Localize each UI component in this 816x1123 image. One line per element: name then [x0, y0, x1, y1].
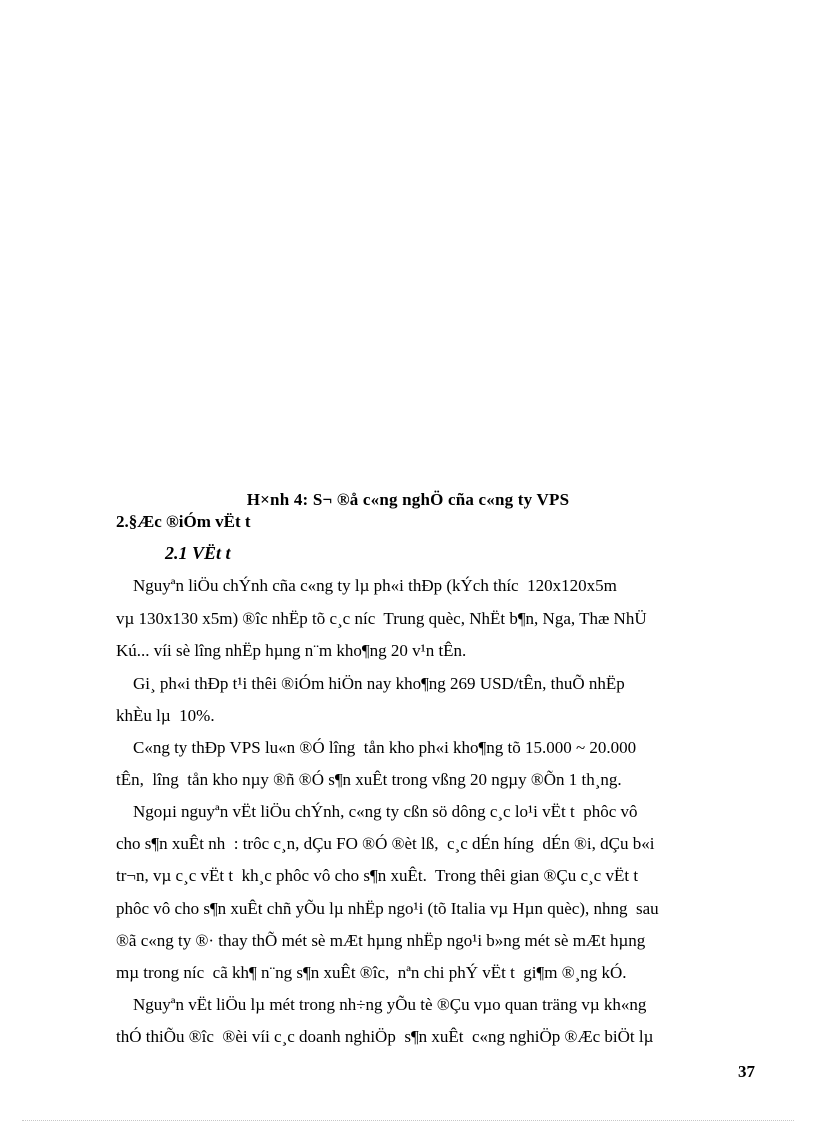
body-line-5: khÈu lµ 10%.: [116, 706, 215, 725]
body-line-7: tÊn, lîng tån kho nµy ®ñ ®Ó s¶n xuÊt trong vßng 20 ngµy ®Õn 1 th¸ng.: [116, 770, 622, 789]
body-line-15: thÓ thiÕu ®îc ®èi víi c¸c doanh nghiÖp s¶n xuÊt c«ng nghiÖp ®Æc biÖt lµ: [116, 1027, 654, 1046]
section-heading: 2.§Æc ®iÓm vËt t: [116, 512, 251, 531]
page-bottom-divider: [22, 1120, 794, 1121]
body-line-14: Nguyªn vËt liÖu lµ mét trong nh÷ng yÕu tè ®Çu vµo quan träng vµ kh«ng: [116, 995, 647, 1014]
figure-caption: H×nh 4: S¬ ®å c«ng nghÖ cña c«ng ty VPS: [246, 490, 570, 509]
body-line-11: phôc vô cho s¶n xuÊt chñ yÕu lµ nhËp ngo¹i (tõ Italia vµ Hµn quèc), nhng sau: [116, 899, 659, 918]
body-line-1: Nguyªn liÖu chÝnh cña c«ng ty lµ ph«i thÐp (kÝch thíc 120x120x5m: [116, 576, 617, 595]
body-line-12: ®ã c«ng ty ®· thay thÕ mét sè mÆt hµng nhËp ngo¹i b»ng mét sè mÆt hµng: [116, 931, 646, 950]
body-line-3: Kú... víi sè lîng nhËp hµng n¨m kho¶ng 20 v¹n tÊn.: [116, 641, 467, 660]
body-line-4: Gi¸ ph«i thÐp t¹i thêi ®iÓm hiÖn nay kho¶ng 269 USD/tÊn, thuÕ nhËp: [116, 674, 625, 693]
page-number: 37: [738, 1062, 755, 1081]
body-line-10: tr¬n, vµ c¸c vËt t kh¸c phôc vô cho s¶n xuÊt. Trong thêi gian ®Çu c¸c vËt t: [116, 866, 639, 885]
body-line-2: vµ 130x130 x5m) ®îc nhËp tõ c¸c níc Trung quèc, NhËt b¶n, Nga, Thæ NhÜ: [116, 609, 647, 628]
body-line-9: cho s¶n xuÊt nh : trôc c¸n, dÇu FO ®Ó ®èt lß, c¸c dÉn híng dÉn ®i, dÇu b«i: [116, 834, 655, 853]
subsection-heading: 2.1 VËt t: [165, 543, 231, 563]
body-line-6: C«ng ty thÐp VPS lu«n ®Ó lîng tån kho ph«i kho¶ng tõ 15.000 ~ 20.000: [116, 738, 637, 757]
body-line-13: mµ trong níc cã kh¶ n¨ng s¶n xuÊt ®îc, nªn chi phÝ vËt t gi¶m ®¸ng kÓ.: [116, 963, 627, 982]
body-line-8: Ngoµi nguyªn vËt liÖu chÝnh, c«ng ty cßn sö dông c¸c lo¹i vËt t phôc vô: [116, 802, 638, 821]
